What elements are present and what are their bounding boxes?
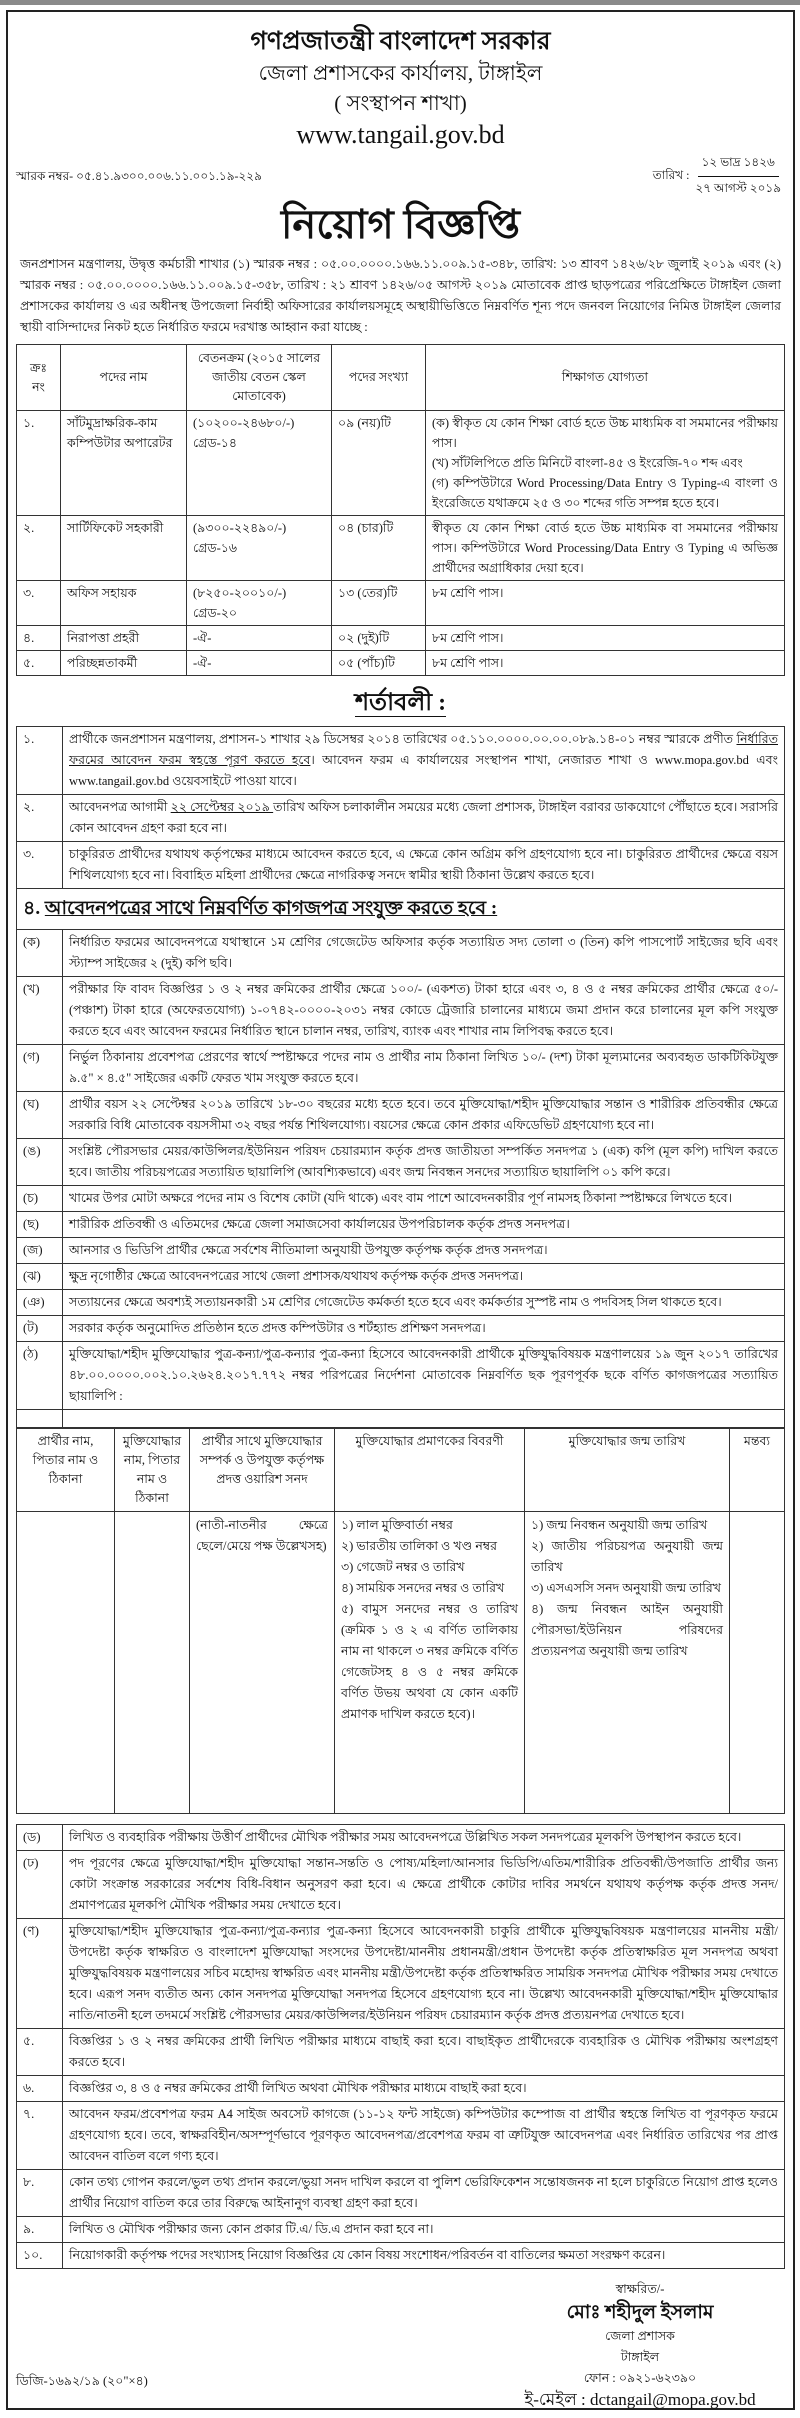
table-row <box>17 411 785 516</box>
document-text: নির্ধারিত ফরমের আবেদনপত্রে যথাস্থানে ১ম শ্রেণির গেজেটেড অফিসার কর্তৃক সত্যায়িত সদ্য তোলা ৩ (তিন) কপি পাসপোর্ট সাইজের ছবি এবং স্ট্যাম্প সাইজের ২ (দুই) কপি ছবি। <box>63 930 785 977</box>
condition-number: ৬. <box>17 2076 63 2102</box>
ff-cell-birth-dates <box>525 1512 730 1814</box>
document-row <box>17 1092 785 1139</box>
document-text: মুক্তিযোদ্ধা/শহীদ মুক্তিযোদ্ধার পুত্র-কন্যা/পুত্র-কন্যার পুত্র-কন্যা হিসেবে আবেদনকারী চাকুরি প্রার্থীকে মুক্তিযুদ্ধবিষয়ক মন্ত্রণালয়ের মাননীয় মন্ত্রী/উপদেষ্টা কর্তৃক স্বাক্ষরিত ও বাংলাদেশ মুক্তিযোদ্ধা সংসদের উপদেষ্টা/মাননীয় প্রধানমন্ত্রী/প্রধান উপদেষ্টা কর্তৃক প্রতিস্বাক্ষরিত মূল সনদপত্র অথবা মুক্তিযুদ্ধবিষয়ক মন্ত্রণালয়ের সচিব মহোদয় স্বাক্ষরিত এবং মাননীয় মন্ত্রী/উপদেষ্টা কর্তৃক প্রতিস্বাক্ষরিত সাময়িক সনদপত্র মৌখিক পরীক্ষার সময় দেখাতে হবে। এরূপ সনদ ব্যতীত অন্য কোন সনদপত্র মুক্তিযোদ্ধা সনদপত্র হিসেবে গ্রহণযোগ্য হবে না। উল্লেখ্য আবেদনকারী মুক্তিযোদ্ধা/শহীদ মুক্তিযোদ্ধার নাতি/নাতনী হলে তদমর্মে সংশ্লিষ্ট পৌরসভার মেয়র/কাউন্সিলর/ইউনিয়ন পরিষদ চেয়ারম্যান কর্তৃক প্রদত্ত প্রত্যয়নপত্র দেখাতে হবে। <box>63 1919 785 2029</box>
document-letter: (ঘ) <box>17 1092 63 1139</box>
birth-date-item: ৩) এসএসসি সনদ অনুযায়ী জন্ম তারিখ <box>531 1581 721 1595</box>
document-letter: (ঢ) <box>17 1851 63 1919</box>
conditions-table <box>16 726 785 1428</box>
conditions-table-continued <box>16 1824 785 2269</box>
qualification-line: (ক) স্বীকৃত যে কোন শিক্ষা বোর্ড হতে উচ্চ মাধ্যমিক বা সমমানের পরীক্ষায় পাস। <box>432 416 778 450</box>
document-letter: (জ) <box>17 1238 63 1264</box>
column-header: ক্রঃ নং <box>17 345 61 411</box>
email: ই-মেইল : dctangail@mopa.gov.bd <box>524 2390 756 2409</box>
table-cell: (৯৩০০-২২৪৯০/-) গ্রেড-১৬ <box>187 516 332 581</box>
table-cell: (৮২৫০-২০০১০/-) গ্রেড-২০ <box>187 581 332 626</box>
table-cell: সাঁটমুদ্রাক্ষরিক-কাম কম্পিউটার অপারেটর <box>61 411 187 516</box>
office-name: জেলা প্রশাসকের কার্যালয়, টাঙ্গাইল <box>258 61 543 85</box>
table-cell: ১. <box>17 411 61 516</box>
document-letter: (ড) <box>17 1825 63 1851</box>
table-cell: ৫. <box>17 651 61 676</box>
proof-item: ৩) গেজেট নম্বর ও তারিখ <box>341 1560 465 1574</box>
condition-text <box>63 842 785 889</box>
column-header: প্রার্থীর সাথে মুক্তিযোদ্ধার সম্পর্ক ও উপযুক্ত কর্তৃপক্ষ প্রদত্ত ওয়ারিশ সনদ <box>190 1429 335 1512</box>
document-text: খামের উপর মোটা অক্ষরে পদের নাম ও বিশেষ কোটা (যদি থাকে) এবং বাম পাশে আবেদনকারীর পূর্ণ নামসহ ঠিকানা স্পষ্টাক্ষরে লিখতে হবে। <box>63 1186 785 1212</box>
condition-text-part: আবেদনপত্র আগামী <box>69 800 171 814</box>
document-row <box>17 1290 785 1316</box>
document-letter: (ট) <box>17 1316 63 1342</box>
ff-cell-candidate <box>17 1512 115 1814</box>
column-header: মুক্তিযোদ্ধার নাম, পিতার নাম ও ঠিকানা <box>115 1429 190 1512</box>
ff-cell-relation: (নাতী-নাতনীর ক্ষেত্রে ছেলে/মেয়ে পক্ষ উল্লেখসহ) <box>190 1512 335 1814</box>
qualification-cell <box>426 411 785 516</box>
table-cell: ০৫ (পাঁচ)টি <box>332 651 426 676</box>
document-text: পদ পূরণের ক্ষেত্রে মুক্তিযোদ্ধা/শহীদ মুক্তিযোদ্ধা সন্তান-সন্ততি ও পোষ্য/মহিলা/আনসার ভিডিপি/এতিম/শারীরিক প্রতিবন্ধী/উপজাতি প্রার্থীর জন্য কোটা সংক্রান্ত সরকারের সর্বশেষ বিধি-বিধান অনুসরণ করা হবে। এ ক্ষেত্রে প্রার্থীকে কোটার দাবির সমর্থনে যথাযথ কর্তৃপক্ষ কর্তৃক প্রদত্ত সনদ/প্রমাণপত্রের মূলকপি মৌখিক পরীক্ষার সময় দেখাতে হবে। <box>63 1851 785 1919</box>
document-row <box>17 1825 785 1851</box>
condition-number: ১. <box>17 727 63 795</box>
condition-text-part: চাকুরিরত প্রার্থীদের যথাযথ কর্তৃপক্ষের মাধ্যমে আবেদন করতে হবে, এ ক্ষেত্রে কোন অগ্রিম কপি গ্রহণযোগ্য হবে না। চাকুরিরত প্রার্থীদের ক্ষেত্রে বয়স শিথিলযোগ্য হবে না। বিবাহিত মহিলা প্রার্থীদের ক্ষেত্রে নাগরিকত্ব সনদে স্বামীর স্থায়ী ঠিকানা উল্লেখ করতে হবে। <box>69 847 778 882</box>
condition-row <box>17 727 785 795</box>
document-letter: (ছ) <box>17 1212 63 1238</box>
table-cell: ৪. <box>17 626 61 651</box>
document-row <box>17 1139 785 1186</box>
document-row <box>17 1212 785 1238</box>
document-text: ক্ষুদ্র নৃগোষ্ঠীর ক্ষেত্রে আবেদনপত্রের সাথে জেলা প্রশাসক/যথাযথ কর্তৃপক্ষ কর্তৃক প্রদত্ত সনদপত্র। <box>63 1264 785 1290</box>
column-header: মুক্তিযোদ্ধার প্রমাণকের বিবরণী <box>335 1429 525 1512</box>
table-row <box>17 651 785 676</box>
birth-date-item: ২) জাতীয় পরিচয়পত্র অনুযায়ী জন্ম তারিখ <box>531 1539 723 1574</box>
condition-number: ২. <box>17 795 63 842</box>
document-text: মুক্তিযোদ্ধা/শহীদ মুক্তিযোদ্ধার পুত্র-কন্যা/পুত্র-কন্যার পুত্র-কন্যা হিসেবে আবেদনকারী প্রার্থীকে মুক্তিযুদ্ধবিষয়ক মন্ত্রণালয়ের ১৯ জুন ২০১৭ তারিখের ৪৮.০০.০০০০.০০২.১০.২৬২৪.২০১৭.৭৭২ নম্বর পরিপত্রের নির্দেশনা মোতাবেক নিম্নবর্ণিত ছক পূরণপূর্বক ছকে বর্ণিত কাগজপত্রের সত্যায়িত ছায়ালিপি : <box>63 1342 785 1410</box>
intro-paragraph: জনপ্রশাসন মন্ত্রণালয়, উদ্বৃত্ত কর্মচারী শাখার (১) স্মারক নম্বর : ০৫.০০.০০০০.১৬৬.১১.০০৯.১৫-৩৪৮, তারিখ: ১৩ শ্রাবণ ১৪২৬/২৮ জুলাই ২০১৯ এবং (২) স্মারক নম্বর : ০৫.০০.০০০০.১৬৬.১১.০০৯.১৫-৩৫৮, তারিখ : ২১ শ্রাবণ ১৪২৬/০৫ আগস্ট ২০১৯ মোতাবেক প্রাপ্ত ছাড়পত্রের পরিপ্রেক্ষিতে টাঙ্গাইল জেলা প্রশাসকের কার্যালয় ও এর অধীনস্থ উপজেলা নির্বাহী অফিসারের কার্যালয়সমূহে অস্থায়ীভিত্তিতে নিম্নবর্ণিত শূন্য পদে জনবল নিয়োগের নিমিত্ত টাঙ্গাইল জেলার স্থায়ী বাসিন্দাদের নিকট হতে নির্ধারিত ফরমে দরখাস্ত আহ্বান করা যাচ্ছে : <box>20 257 781 334</box>
branch-name: ( সংস্থাপন শাখা) <box>334 91 467 115</box>
condition-row <box>17 2076 785 2102</box>
spacer-row <box>17 1410 785 1428</box>
condition-text: লিখিত ও মৌখিক পরীক্ষার জন্য কোন প্রকার টি.এ/ ডি.এ প্রদান করা হবে না। <box>63 2217 785 2243</box>
table-cell: পরিচ্ছন্নতাকর্মী <box>61 651 187 676</box>
spacer-cell <box>17 1410 63 1428</box>
underlined-text: ২২ সেপ্টেম্বর ২০১৯ <box>170 800 274 814</box>
table-cell: ০২ (দুই)টি <box>332 626 426 651</box>
qualification-line: ৮ম শ্রেণি পাস। <box>432 656 504 670</box>
condition-number: ১০. <box>17 2243 63 2269</box>
document-row <box>17 1342 785 1410</box>
document-text: পরীক্ষার ফি বাবদ বিজ্ঞপ্তির ১ ও ২ নম্বর ক্রমিকের প্রার্থীর ক্ষেত্রে ১০০/- (একশত) টাকা হারে এবং ৩, ৪ ও ৫ নম্বর ক্রমিকের প্রার্থীর ক্ষেত্রে ৫০/- (পঞ্চাশ) টাকা হারে (অফেরতযোগ্য) ১-০৭৪২-০০০০-২০৩১ নম্বর কোডে ট্রেজারি চালানের মাধ্যমে জমা প্রদান করে চালানের মূল কপি সংযুক্ত করতে হবে এবং আবেদন ফরমের নির্ধারিত স্থানে চালান নম্বর, তারিখ, ব্যাংক এবং শাখার নাম লিপিবদ্ধ করতে হবে। <box>63 977 785 1045</box>
document-row <box>17 930 785 977</box>
condition-text <box>63 795 785 842</box>
condition-number: ৮. <box>17 2170 63 2217</box>
table-cell: নিরাপত্তা প্রহরী <box>61 626 187 651</box>
document-text: লিখিত ও ব্যবহারিক পরীক্ষায় উত্তীর্ণ প্রার্থীদের মৌখিক পরীক্ষার সময় আবেদনপত্রে উল্লিখিত সকল সনদপত্রের মূলকপি উপস্থাপন করতে হবে। <box>63 1825 785 1851</box>
date-english: ২৭ আগস্ট ২০১৯ <box>695 181 781 195</box>
birth-date-item: ৪) জন্ম নিবন্ধন আইন অনুযায়ী পৌরসভা/ইউনিয়ন পরিষদের প্রত্যয়নপত্র অনুযায়ী জন্ম তারিখ <box>531 1602 723 1658</box>
table-row <box>17 1512 785 1814</box>
condition-text-part: । আবেদন ফরম এ কার্যালয়ের সংস্থাপন শাখা, নেজারত শাখা ও www.mopa.gov.bd এবং www.tangail.gov.bd ওয়েবসাইটে পাওয়া যাবে। <box>69 753 778 788</box>
document-text: সরকার কর্তৃক অনুমোদিত প্রতিষ্ঠান হতে প্রদত্ত কম্পিউটার ও শর্টহ্যান্ড প্রশিক্ষণ সনদপত্র। <box>63 1316 785 1342</box>
document-letter: (গ) <box>17 1045 63 1092</box>
condition-text-part: তারিখ অফিস চলাকালীন সময়ের মধ্যে জেলা প্রশাসক, টাঙ্গাইল বরাবর ডাকযোগে পৌঁছাতে হবে। সরাসরি কোন আবেদন গ্রহণ করা হবে না। <box>69 800 778 835</box>
document-letter: (ক) <box>17 930 63 977</box>
document-row <box>17 1264 785 1290</box>
document-letter: (ণ) <box>17 1919 63 2029</box>
date <box>653 154 781 200</box>
government-name: গণপ্রজাতন্ত্রী বাংলাদেশ সরকার <box>250 28 551 55</box>
signatory-name: মোঃ শহীদুল ইসলাম <box>566 2302 714 2323</box>
document-row <box>17 1316 785 1342</box>
table-cell: ১৩ (তের)টি <box>332 581 426 626</box>
proof-item: ৪) সাময়িক সনদের নম্বর ও তারিখ <box>341 1581 505 1595</box>
column-header: বেতনক্রম (২০১৫ সালের জাতীয় বেতন স্কেল মোতাবেক) <box>187 345 332 411</box>
memo-row <box>16 152 785 198</box>
signatory-district: টাঙ্গাইল <box>620 2350 660 2364</box>
document-letter: (চ) <box>17 1186 63 1212</box>
table-cell: (১০২০০-২৪৬৮০/-) গ্রেড-১৪ <box>187 411 332 516</box>
proof-item: ৫) বামুস সনদের নম্বর ও তারিখ (ক্রমিক ১ ও ২ এ বর্ণিত তালিকায় নাম না থাকলে ৩ নম্বর ক্রমিকে বর্ণিত গেজেটসহ ৪ ও ৫ নম্বর ক্রমিকে বর্ণিত উভয় অথবা যে কোন একটি প্রমাণক দাখিল করতে হবে)। <box>341 1602 518 1721</box>
document-row <box>17 1238 785 1264</box>
document-row <box>17 1045 785 1092</box>
document-text: শারীরিক প্রতিবন্ধী ও এতিমদের ক্ষেত্রে জেলা সমাজসেবা কার্যালয়ের উপপরিচালক কর্তৃক প্রদত্ত সনদপত্র। <box>63 1212 785 1238</box>
signature-block <box>515 2279 765 2410</box>
signature-area <box>16 2279 785 2409</box>
conditions-heading <box>16 686 785 720</box>
qualification-cell <box>426 651 785 676</box>
qualification-cell <box>426 626 785 651</box>
document-row <box>17 977 785 1045</box>
table-row <box>17 516 785 581</box>
section-4-number: ৪. <box>23 898 41 919</box>
proof-item: ১) লাল মুক্তিবার্তা নম্বর <box>341 1518 453 1532</box>
column-header: পদের সংখ্যা <box>332 345 426 411</box>
document-text: আনসার ও ভিডিপি প্রার্থীর ক্ষেত্রে সর্বশেষ নীতিমালা অনুযায়ী উপযুক্ত কর্তৃপক্ষ কর্তৃক প্রদত্ত সনদপত্র। <box>63 1238 785 1264</box>
condition-number: ৯. <box>17 2217 63 2243</box>
document-letter: (ঠ) <box>17 1342 63 1410</box>
qualification-line: স্বীকৃত যে কোন শিক্ষা বোর্ড হতে উচ্চ মাধ্যমিক বা সমমানের পরীক্ষায় পাস। কম্পিউটারে Word Processing/Data Entry ও Typing এ অভিজ্ঞ প্রার্থীদের অগ্রাধিকার দেয়া হবে। <box>432 521 778 575</box>
column-header: প্রার্থীর নাম, পিতার নাম ও ঠিকানা <box>17 1429 115 1512</box>
memo-number: স্মারক নম্বর- ০৫.৪১.৯৩০০.০০৬.১১.০০১.১৯-২২৯ <box>16 169 262 183</box>
condition-number: ৭. <box>17 2102 63 2170</box>
column-header: মন্তব্য <box>730 1429 785 1512</box>
condition-text <box>63 727 785 795</box>
condition-number: ৩. <box>17 842 63 889</box>
document-row <box>17 1919 785 2029</box>
table-cell: -ঐ- <box>187 651 332 676</box>
condition-number: ৫. <box>17 2029 63 2076</box>
qualification-cell <box>426 581 785 626</box>
website: www.tangail.gov.bd <box>296 120 505 149</box>
qualification-line: ৮ম শ্রেণি পাস। <box>432 586 504 600</box>
condition-text: বিজ্ঞপ্তির ১ ও ২ নম্বর ক্রমিকের প্রার্থী লিখিত পরীক্ষার মাধ্যমে বাছাই করা হবে। বাছাইকৃত প্রার্থীদেরকে ব্যবহারিক ও মৌখিক পরীক্ষায় অংশগ্রহণ করতে হবে। <box>63 2029 785 2076</box>
column-header: শিক্ষাগত যোগ্যতা <box>426 345 785 411</box>
phone: ফোন : ০৯২১-৬২৩৯০ <box>583 2371 697 2385</box>
condition-row <box>17 2029 785 2076</box>
notice-document <box>6 10 795 2410</box>
publication-code: ডিজি-১৬৯২/১৯ (২০"×৪) <box>16 2374 148 2388</box>
posts-table <box>16 344 785 676</box>
birth-date-item: ১) জন্ম নিবন্ধন অনুযায়ী জন্ম তারিখ <box>531 1518 708 1532</box>
top-bar <box>0 0 800 5</box>
document-text: প্রার্থীর বয়স ২২ সেপ্টেম্বর ২০১৯ তারিখে ১৮-৩০ বছরের মধ্যে হতে হবে। তবে মুক্তিযোদ্ধা/শহীদ মুক্তিযোদ্ধার সন্তান ও শারীরিক প্রতিবন্ধীর ক্ষেত্রে সরকারি বিধি মোতাবেক বয়সসীমা ৩২ বছর পর্যন্ত শিথিলযোগ্য। বয়সের ক্ষেত্রে কোন প্রকার এফিডেভিট গ্রহণযোগ্য হবে না। <box>63 1092 785 1139</box>
date-label: তারিখ : <box>652 168 690 182</box>
condition-text: কোন তথ্য গোপন করলে/ভুল তথ্য প্রদান করলে/ভুয়া সনদ দাখিল করলে বা পুলিশ ভেরিফিকেশন সন্তোষজনক না হলে চাকুরিতে নিয়োগ প্রাপ্ত হলেও প্রার্থীর নিয়োগ বাতিল করে তার বিরুদ্ধে আইনানুগ ব্যবস্থা গ্রহণ করা হবে। <box>63 2170 785 2217</box>
document-text: নির্ভুল ঠিকানায় প্রবেশপত্র প্রেরণের স্বার্থে স্পষ্টাক্ষরে পদের নাম ও প্রার্থীর নাম ঠিকানা লিখিত ১০/- (দশ) টাকা মূল্যমানের অব্যবহৃত ডাকটিকিটযুক্ত ৯.৫" × ৪.৫" সাইজের একটি ফেরত খাম সংযুক্ত করতে হবে। <box>63 1045 785 1092</box>
condition-row <box>17 795 785 842</box>
table-cell: অফিস সহায়ক <box>61 581 187 626</box>
signed-label: স্বাক্ষরিত/- <box>615 2282 665 2296</box>
section-4-title: আবেদনপত্রের সাথে নিম্নবর্ণিত কাগজপত্র সংযুক্ত করতে হবে : <box>44 898 498 919</box>
document-text: সত্যায়নের ক্ষেত্রে অবশ্যই সত্যায়নকারী ১ম শ্রেণির গেজেটেড কর্মকর্তা হতে হবে এবং কর্মকর্তার সুস্পষ্ট নাম ও পদবিসহ সিল থাকতে হবে। <box>63 1290 785 1316</box>
table-cell: সার্টিফিকেট সহকারী <box>61 516 187 581</box>
table-cell: -ঐ- <box>187 626 332 651</box>
ff-cell-proofs <box>335 1512 525 1814</box>
condition-row <box>17 2243 785 2269</box>
condition-text: বিজ্ঞপ্তির ৩, ৪ ও ৫ নম্বর ক্রমিকের প্রার্থী লিখিত অথবা মৌখিক পরীক্ষার মাধ্যমে বাছাই করা হবে। <box>63 2076 785 2102</box>
table-row <box>17 581 785 626</box>
document-letter: (ঞ) <box>17 1290 63 1316</box>
document-letter: (খ) <box>17 977 63 1045</box>
underlined-text: নির্ধারিত ফরমের আবেদন ফরম স্বহস্তে পূরণ করতে হবে <box>69 732 778 767</box>
column-header: মুক্তিযোদ্ধার জন্ম তারিখ <box>525 1429 730 1512</box>
date-bangla: ১২ ভাদ্র ১৪২৬ <box>698 154 779 177</box>
qualification-cell <box>426 516 785 581</box>
document-letter: (ঝ) <box>17 1264 63 1290</box>
document-row <box>17 1186 785 1212</box>
proof-item: ২) ভারতীয় তালিকা ও খণ্ড নম্বর <box>341 1539 498 1553</box>
freedom-fighter-table <box>16 1428 785 1814</box>
table-cell: ২. <box>17 516 61 581</box>
section-4-heading-cell <box>17 889 785 930</box>
ff-cell-remarks <box>730 1512 785 1814</box>
page-title: নিয়োগ বিজ্ঞপ্তি <box>280 202 521 247</box>
document-text: সংশ্লিষ্ট পৌরসভার মেয়র/কাউন্সিলর/ইউনিয়ন পরিষদ চেয়ারম্যান কর্তৃক প্রদত্ত জাতীয়তা সম্পর্কিত সনদপত্র ১ (এক) কপি (মূল কপি) দাখিল করতে হবে। জাতীয় পরিচয়পত্রের সত্যায়িত ছায়ালিপি (আবশ্যিকভাবে) এবং জন্ম নিবন্ধন সনদের সত্যায়িত ছায়ালিপি ০১ কপি করে। <box>63 1139 785 1186</box>
condition-text: নিয়োগকারী কর্তৃপক্ষ পদের সংখ্যাসহ নিয়োগ বিজ্ঞপ্তির যে কোন বিষয় সংশোধন/পরিবর্তন বা বাতিলের ক্ষমতা সংরক্ষণ করেন। <box>63 2243 785 2269</box>
document-row <box>17 1851 785 1919</box>
column-header: পদের নাম <box>61 345 187 411</box>
table-cell: ০৪ (চার)টি <box>332 516 426 581</box>
condition-row <box>17 842 785 889</box>
conditions-heading-text: শর্তাবলী : <box>354 690 447 716</box>
qualification-line: (খ) সাঁটলিপিতে প্রতি মিনিটে বাংলা-৪৫ ও ইংরেজি-৭০ শব্দ এবং <box>432 456 743 470</box>
condition-row <box>17 2102 785 2170</box>
condition-row <box>17 2217 785 2243</box>
section-4-heading <box>17 889 785 930</box>
table-row <box>17 626 785 651</box>
table-cell: ০৯ (নয়)টি <box>332 411 426 516</box>
condition-text: আবেদন ফরম/প্রবেশপত্র ফরম A4 সাইজ অবসেট কাগজে (১১-১২ ফন্ট সাইজে) কম্পিউটার কম্পোজ বা প্রার্থীর স্বহস্তে লিখিত বা পূরণকৃত ফরমে গ্রহণযোগ্য হবে। তবে, স্বাক্ষরবিহীন/অসম্পূর্ণভাবে পূরণকৃত আবেদনপত্র/প্রবেশপত্র ফরম বা ত্রুটিযুক্ত আবেদনপত্র এবং নির্ধারিত তারিখের পর প্রাপ্ত আবেদন বাতিল বলে গণ্য হবে। <box>63 2102 785 2170</box>
signatory-designation: জেলা প্রশাসক <box>605 2329 675 2343</box>
condition-text-part: প্রার্থীকে জনপ্রশাসন মন্ত্রণালয়, প্রশাসন-১ শাখার ২৯ ডিসেম্বর ২০১৪ তারিখের ০৫.১১০.০০০০.০০.০০.০৮৯.১৪-০১ নম্বর স্মারকে প্রণীত <box>69 732 737 746</box>
qualification-line: ৮ম শ্রেণি পাস। <box>432 631 504 645</box>
spacer-cell <box>63 1410 785 1428</box>
ff-cell-fighter <box>115 1512 190 1814</box>
condition-row <box>17 2170 785 2217</box>
table-cell: ৩. <box>17 581 61 626</box>
document-letter: (ঙ) <box>17 1139 63 1186</box>
qualification-line: (গ) কম্পিউটারে Word Processing/Data Entry ও Typing-এ বাংলা ও ইংরেজিতে যথাক্রমে ২৫ ও ৩০ শব্দের গতি সম্পন্ন হতে হবে। <box>432 476 778 510</box>
